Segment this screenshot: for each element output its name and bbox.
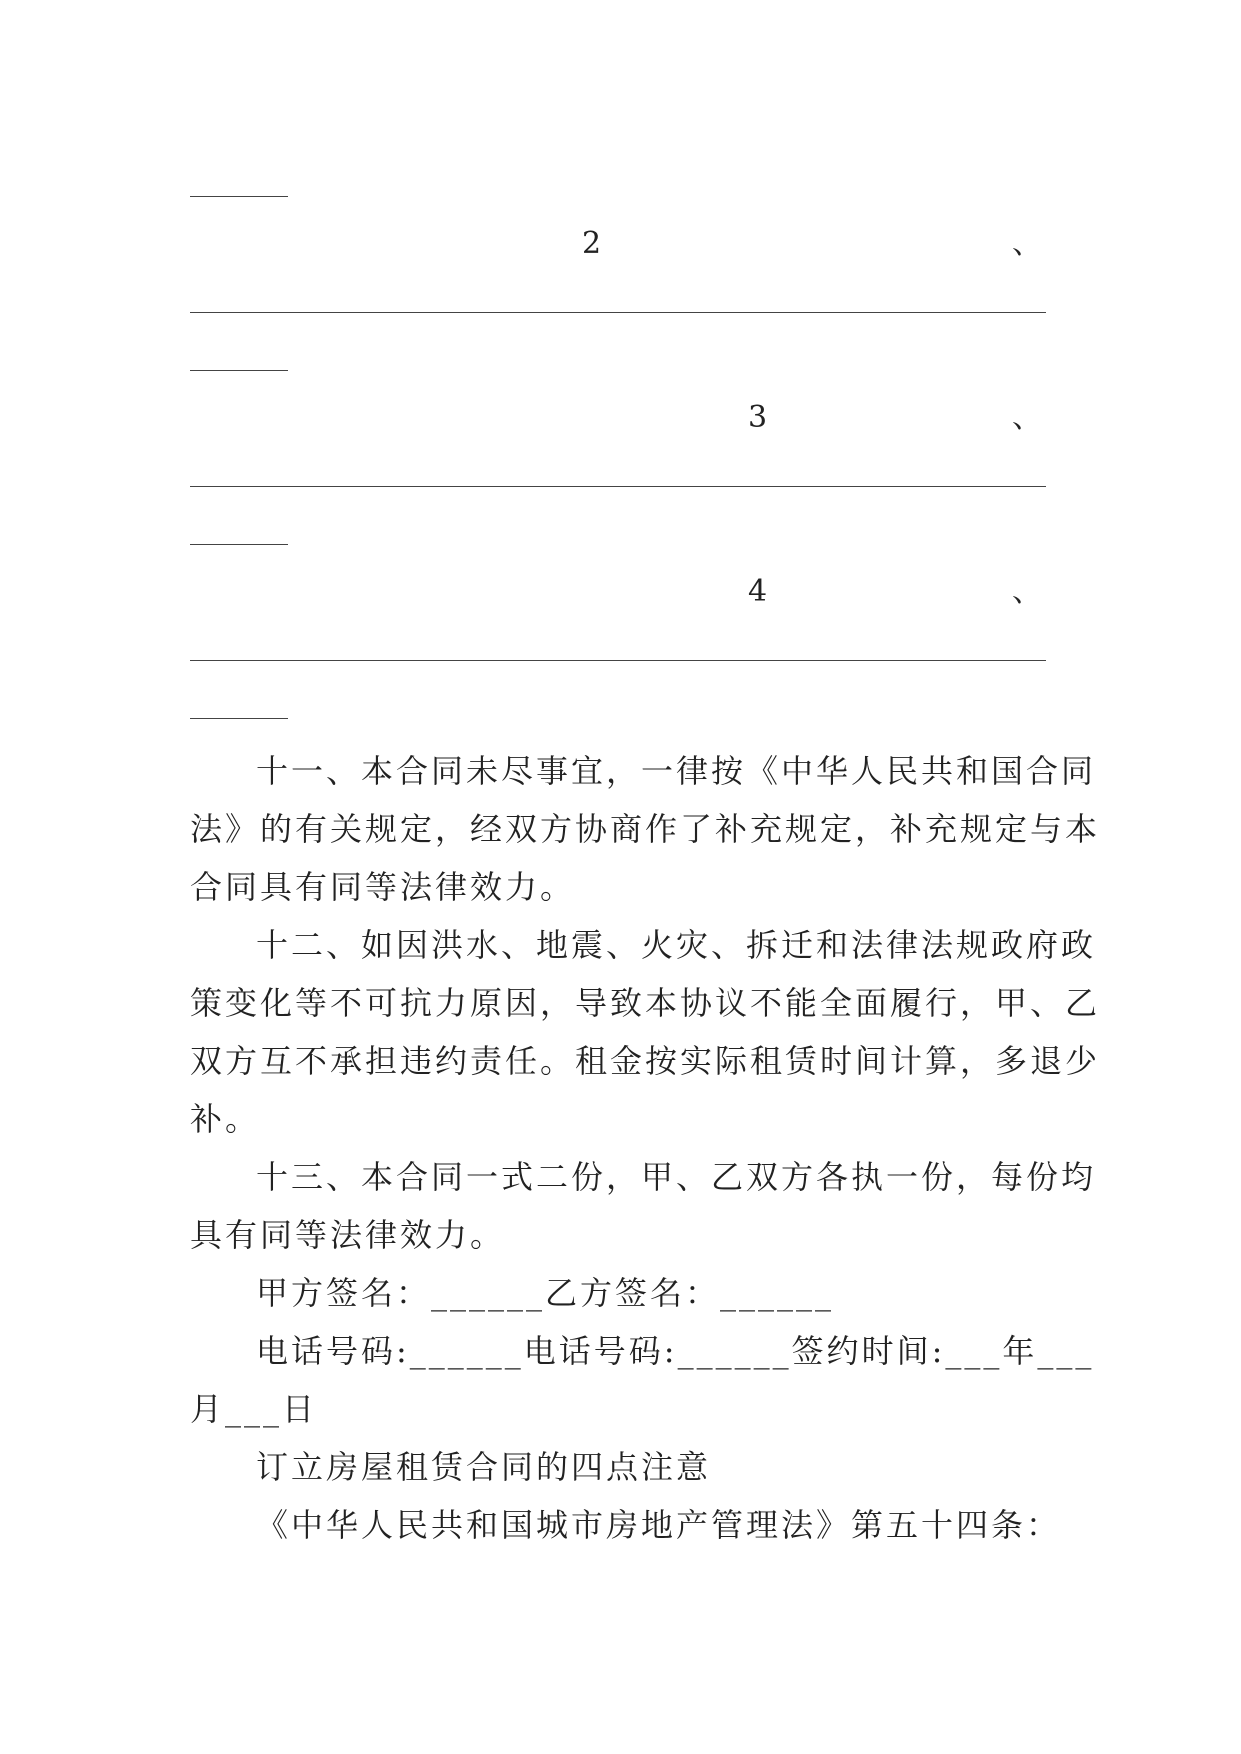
clause-11-line: 合同具有同等法律效力。 <box>190 868 576 906</box>
clause-13-line: 十三、本合同一式二份，甲、乙双方各执一份，每份均 <box>256 1158 1097 1196</box>
blank-line-short <box>190 544 288 545</box>
item-number: 3 <box>748 400 768 435</box>
law-citation: 《中华人民共和国城市房地产管理法》第五十四条： <box>256 1506 1062 1544</box>
blank-line <box>190 660 1046 661</box>
blank-line <box>190 486 1046 487</box>
clause-12-line: 补。 <box>190 1100 261 1138</box>
clause-11-line: 法》的有关规定，经双方协商作了补充规定，补充规定与本 <box>190 810 1101 848</box>
item-separator: 、 <box>1012 226 1042 261</box>
signature-line: 甲方签名：______乙方签名：______ <box>256 1274 835 1312</box>
item-separator: 、 <box>1012 400 1042 435</box>
item-number: 4 <box>748 574 768 609</box>
clause-12-line: 双方互不承担违约责任。租金按实际租赁时间计算，多退少 <box>190 1042 1101 1080</box>
clause-12-line: 策变化等不可抗力原因，导致本协议不能全面履行，甲、乙 <box>190 984 1101 1022</box>
clause-11-line: 十一、本合同未尽事宜，一律按《中华人民共和国合同 <box>256 752 1097 790</box>
phone-date-line: 电话号码:______电话号码:______签约时间:___年___ <box>256 1332 1095 1370</box>
clause-12-line: 十二、如因洪水、地震、火灾、拆迁和法律法规政府政 <box>256 926 1097 964</box>
item-number: 2 <box>582 226 602 261</box>
clause-13-line: 具有同等法律效力。 <box>190 1216 506 1254</box>
blank-line <box>190 312 1046 313</box>
notes-heading: 订立房屋租赁合同的四点注意 <box>256 1448 712 1486</box>
blank-line-short <box>190 718 288 719</box>
item-separator: 、 <box>1012 574 1042 609</box>
date-line: 月___日 <box>190 1390 318 1428</box>
blank-line-short <box>190 370 288 371</box>
blank-line-short <box>190 196 288 197</box>
